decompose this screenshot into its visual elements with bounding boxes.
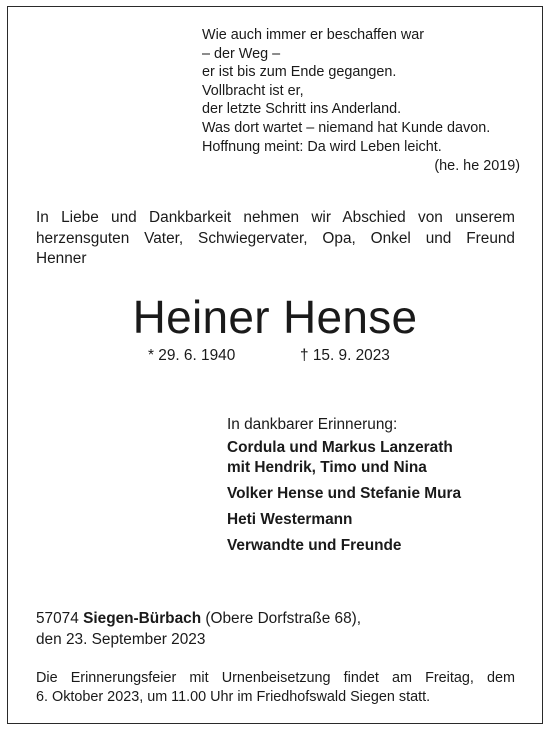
- place-and-date: [36, 609, 361, 650]
- mourners-intro: In dankbarer Erinnerung:: [227, 416, 398, 433]
- poem-credit: (he. he 2019): [434, 158, 520, 174]
- mourner-name: Heti Westermann: [227, 511, 353, 528]
- intro-line: herzensguten Vater, Schwiegervater, Opa, Onkel und Freund: [36, 229, 515, 247]
- intro-line: Henner: [36, 250, 87, 268]
- mourners-list: [227, 415, 527, 556]
- funeral-line: 6. Oktober 2023, um 11.00 Uhr im Friedhofswald Siegen statt.: [36, 688, 431, 705]
- mourner-name: mit Hendrik, Timo und Nina: [227, 459, 427, 476]
- mourner-name: Volker Hense und Stefanie Mura: [227, 485, 462, 502]
- deceased-name: Heiner Hense: [132, 291, 418, 343]
- death-date: † 15. 9. 2023: [300, 347, 390, 364]
- funeral-line: Die Erinnerungsfeier mit Urnenbeisetzung findet am Freitag, dem: [36, 670, 515, 686]
- intro-line: In Liebe und Dankbarkeit nehmen wir Abschied von unserem: [36, 209, 515, 226]
- birth-date: * 29. 6. 1940: [148, 347, 236, 364]
- poem-line: Was dort wartet – niemand hat Kunde davon.: [202, 119, 491, 136]
- obituary-notice: [7, 6, 543, 724]
- mourner-name: Verwandte und Freunde: [227, 537, 402, 554]
- poem-line: er ist bis zum Ende gegangen.: [202, 64, 397, 81]
- city-name: Siegen-Bürbach: [83, 610, 202, 627]
- poem-line: Wie auch immer er beschaffen war: [202, 27, 425, 43]
- address-line: [36, 609, 361, 630]
- intro-text: [36, 208, 515, 270]
- poem-line: Vollbracht ist er,: [202, 82, 304, 99]
- poem-line: Hoffnung meint: Da wird Leben leicht.: [202, 138, 442, 155]
- poem: [202, 26, 522, 156]
- funeral-info: [36, 669, 515, 706]
- mourner-name: Cordula und Markus Lanzerath: [227, 439, 453, 456]
- zip-code: 57074: [36, 610, 79, 627]
- street-address: (Obere Dorfstraße 68),: [205, 610, 362, 627]
- poem-line: – der Weg –: [202, 45, 281, 62]
- poem-line: der letzte Schritt ins Anderland.: [202, 101, 402, 118]
- notice-date: den 23. September 2023: [36, 630, 206, 648]
